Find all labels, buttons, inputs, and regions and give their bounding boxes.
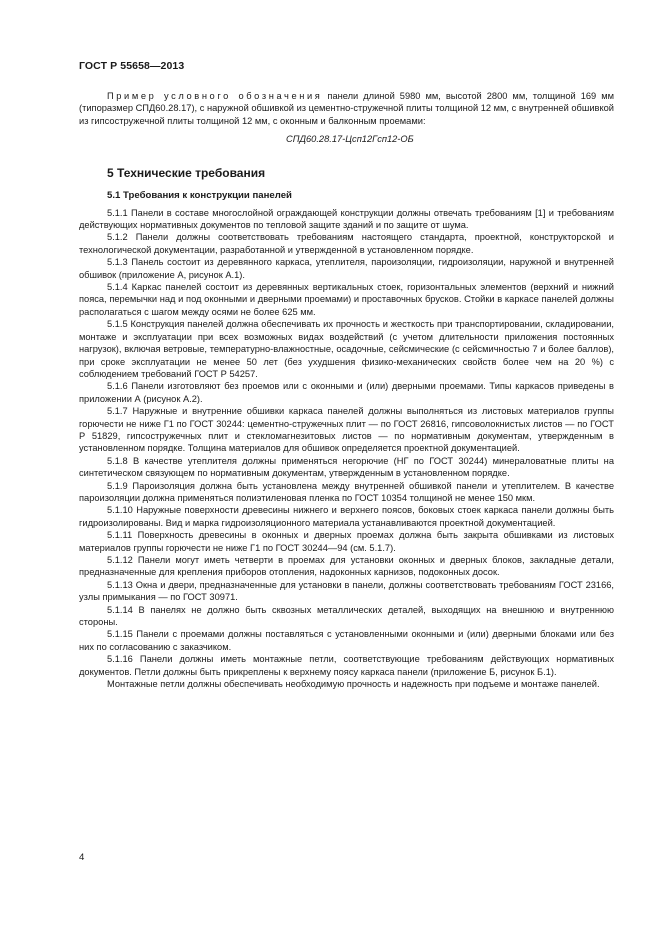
clause-5-1-12: 5.1.12 Панели могут иметь четверти в проемах для установки оконных и дверных блоков, закладные детали, предназначенные для крепления приборов отопления, надоконных карнизов, подоконных досок. xyxy=(79,555,614,578)
section-title: 5 Технические требования xyxy=(107,165,266,180)
clause-5-1-5: 5.1.5 Конструкция панелей должна обеспечивать их прочность и жесткость при транспортировании, складировании, монтаже и эксплуатации при всех возможных видах воздействий (с учетом длительности приложения постоянных нагрузок), включая ветровые, температурно-влажностные, осадочные, сейсмические (с сейсмичностью 7 и более баллов), при сроке эксплуатации не менее 50 лет (без ухудшения физико-механических свойств более чем на 20 %) с соблюдением требований ГОСТ Р 54257. xyxy=(79,319,614,379)
clause-5-1-16: 5.1.16 Панели должны иметь монтажные петли, соответствующие требованиям действующих нормативных документов. Петли должны быть прикреплены к верхнему поясу каркаса панели (приложение Б, рисунок Б.1). xyxy=(79,654,614,677)
designation-example xyxy=(79,90,614,127)
example-text: панели длиной 5980 мм, высотой 2800 мм, толщиной 169 мм (типоразмер СПД60.28.17), с наружной обшивкой из цементно-стружечной плиты толщиной 12 мм, с внутренней обшивкой из гипсостружечной плиты толщиной 12 мм, с оконным и балконным проемами: xyxy=(79,91,614,126)
clause-5-1-10: 5.1.10 Наружные поверхности древесины нижнего и верхнего поясов, боковых стоек каркаса панели должны быть гидроизолированы. Вид и марка гидроизоляционного материала устанавливаются проектной документацией. xyxy=(79,505,614,528)
subsection-title: 5.1 Требования к конструкции панелей xyxy=(107,189,292,201)
designation-formula: СПД60.28.17-Цсп12Гсп12-ОБ xyxy=(286,134,414,145)
example-label: Пример условного обозначения xyxy=(107,91,323,101)
clause-5-1-4: 5.1.4 Каркас панелей состоит из деревянных вертикальных стоек, горизонтальных элементов (верхний и нижний пояса, перемычки над и под оконными и дверными проемами) и проставочных брусков. Стойки в каркасе панелей должны располагаться с шагом между осями не более 625 мм. xyxy=(79,282,614,317)
clause-5-1-11: 5.1.11 Поверхность древесины в оконных и дверных проемах должна быть закрыта обшивками из листовых материалов группы горючести не ниже Г1 по ГОСТ 30244—94 (см. 5.1.7). xyxy=(79,530,614,553)
clause-5-1-14: 5.1.14 В панелях не должно быть сквозных металлических деталей, выходящих на внешнюю и внутреннюю стороны. xyxy=(79,604,614,628)
page-content xyxy=(79,90,614,690)
page-number: 4 xyxy=(79,852,85,863)
clause-5-1-2: 5.1.2 Панели должны соответствовать требованиям настоящего стандарта, проектной, конструкторской и технологической документации, разработанной и утвержденной в установленном порядке. xyxy=(79,232,614,255)
clause-5-1-8: 5.1.8 В качестве утеплителя должны применяться негорючие (НГ по ГОСТ 30244) минераловатные плиты на синтетическом связующем по нормативным документам, утвержденным в установленном порядке. xyxy=(79,455,614,479)
clause-5-1-1: 5.1.1 Панели в составе многослойной ограждающей конструкции должны отвечать требованиям [1] и требованиям действующих нормативных документов по тепловой защите зданий и по защите от шума. xyxy=(79,207,614,231)
clause-5-1-7: 5.1.7 Наружные и внутренние обшивки каркаса панелей должны выполняться из листовых материалов группы горючести не ниже Г1 по ГОСТ 30244: цементно-стружечных плит — по ГОСТ 26816, гипсоволокнистых листов — по ГОСТ Р 51829, гипсостружечных плит и стекломагнезитовых листов — по нормативным документам, утвержденным в установленном порядке. Толщина материалов для обшивок определяется проектной документацией. xyxy=(79,406,614,454)
clause-5-1-6: 5.1.6 Панели изготовляют без проемов или с оконными и (или) дверными проемами. Типы каркасов приведены в приложении А (рисунок А.2). xyxy=(79,381,614,404)
clause-5-1-3: 5.1.3 Панель состоит из деревянного каркаса, утеплителя, пароизоляции, гидроизоляции, наружной и внутренней обшивок (приложение А, рисунок А.1). xyxy=(79,257,614,280)
clause-5-1-13: 5.1.13 Окна и двери, предназначенные для установки в панели, должны соответствовать требованиям ГОСТ 23166, узлы примыкания — по ГОСТ 30971. xyxy=(79,579,614,603)
clause-5-1-9: 5.1.9 Пароизоляция должна быть установлена между внутренней обшивкой панели и утеплителем. В качестве пароизоляции должна применяться полиэтиленовая пленка по ГОСТ 10354 толщиной не менее 150 мкм. xyxy=(79,480,614,503)
document-header: ГОСТ Р 55658—2013 xyxy=(79,60,185,72)
clause-5-1-16-continued: Монтажные петли должны обеспечивать необходимую прочность и надежность при подъеме и монтаже панелей. xyxy=(107,679,600,690)
clause-5-1-15: 5.1.15 Панели с проемами должны поставляться с установленными оконными и (или) дверными блоками или без них по согласованию с заказчиком. xyxy=(79,629,614,652)
